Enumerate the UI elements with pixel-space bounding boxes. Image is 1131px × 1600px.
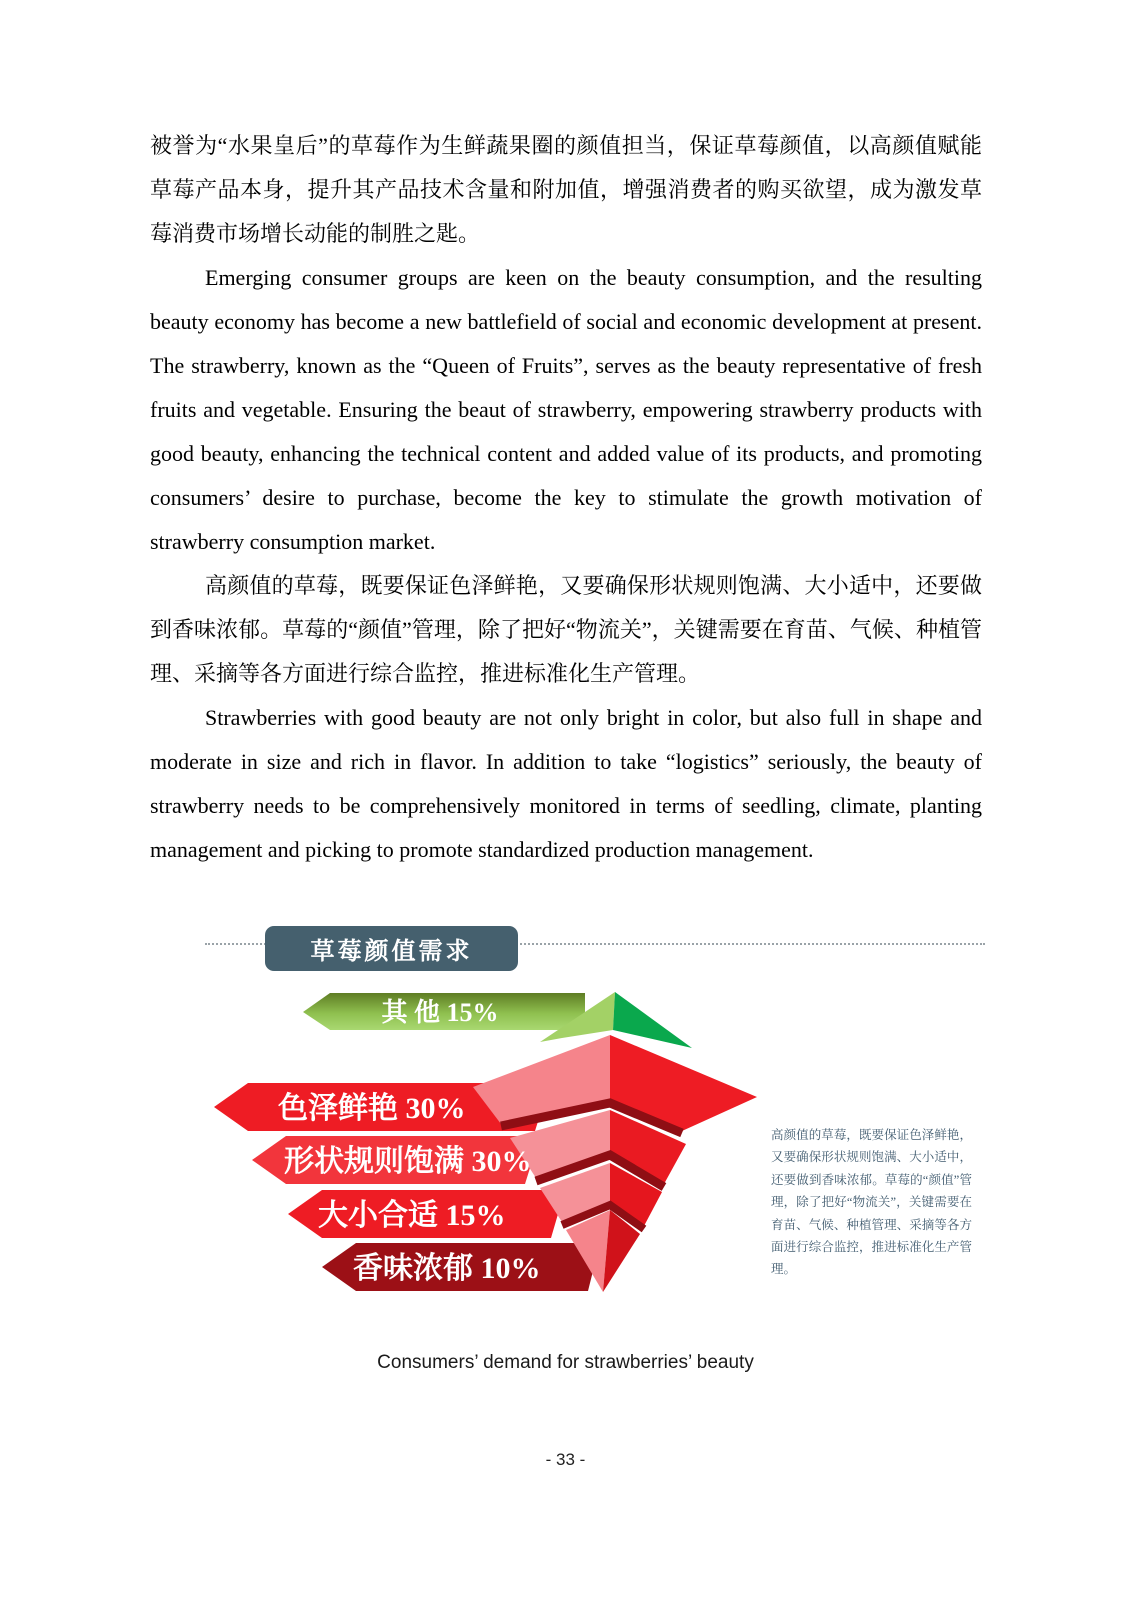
band-regular-shape-label: 形状规则饱满 30% — [284, 1145, 532, 1178]
body-text — [150, 124, 982, 872]
calyx-right-leaf — [613, 992, 692, 1048]
band-rich-flavor-label: 香味浓郁 10% — [353, 1252, 541, 1285]
figure-title: 草莓颜值需求 — [310, 939, 473, 965]
funnel-chart — [200, 960, 770, 1300]
band-suitable-size-label: 大小合适 15% — [318, 1199, 506, 1232]
paragraph-4: Strawberries with good beauty are not only bright in color, but also full in shape and moderate in size and rich in flavor. In addition to take “logistics” seriously, the beauty of strawberry needs to be comprehensively monitored in terms of seedling, climate, planting management and picking to promote standardized production management. — [150, 705, 982, 862]
page-number: - 33 - — [545, 1450, 586, 1469]
band-other-label: 其 他 15% — [381, 998, 499, 1027]
paragraph-3: 高颜值的草莓，既要保证色泽鲜艳，又要确保形状规则饱满、大小适中，还要做到香味浓郁。草莓的“颜值”管理，除了把好“物流关”，关键需要在育苗、气候、种植管理、采摘等各方面进行综合监控，推进标准化生产管理。 — [150, 573, 982, 686]
band-bright-color-label: 色泽鲜艳 30% — [278, 1092, 466, 1125]
figure-side-note: 高颜值的草莓，既要保证色泽鲜艳，又要确保形状规则饱满、大小适中，还要做到香味浓郁。草莓的“颜值”管理，除了把好“物流关”，关键需要在育苗、气候、种植管理、采摘等各方面进行综合监控，推进标准化生产管理。 — [771, 1128, 972, 1277]
paragraph-2: Emerging consumer groups are keen on the beauty consumption, and the resulting beauty economy has become a new battlefield of social and economic development at present. The strawberry, known as the “Queen of Fruits”, serves as the beauty representative of fresh fruits and vegetable. Ensuring the beaut of strawberry, empowering strawberry products with good beauty, enhancing the technical content and added value of its products, and promoting consumers’ desire to purchase, become the key to stimulate the growth motivation of strawberry consumption market. — [150, 265, 982, 554]
figure-caption: Consumers’ demand for strawberries’ beauty — [377, 1352, 754, 1373]
paragraph-1: 被誉为“水果皇后”的草莓作为生鲜蔬果圈的颜值担当，保证草莓颜值，以高颜值赋能草莓产品本身，提升其产品技术含量和附加值，增强消费者的购买欲望，成为激发草莓消费市场增长动能的制胜之匙。 — [150, 133, 982, 246]
